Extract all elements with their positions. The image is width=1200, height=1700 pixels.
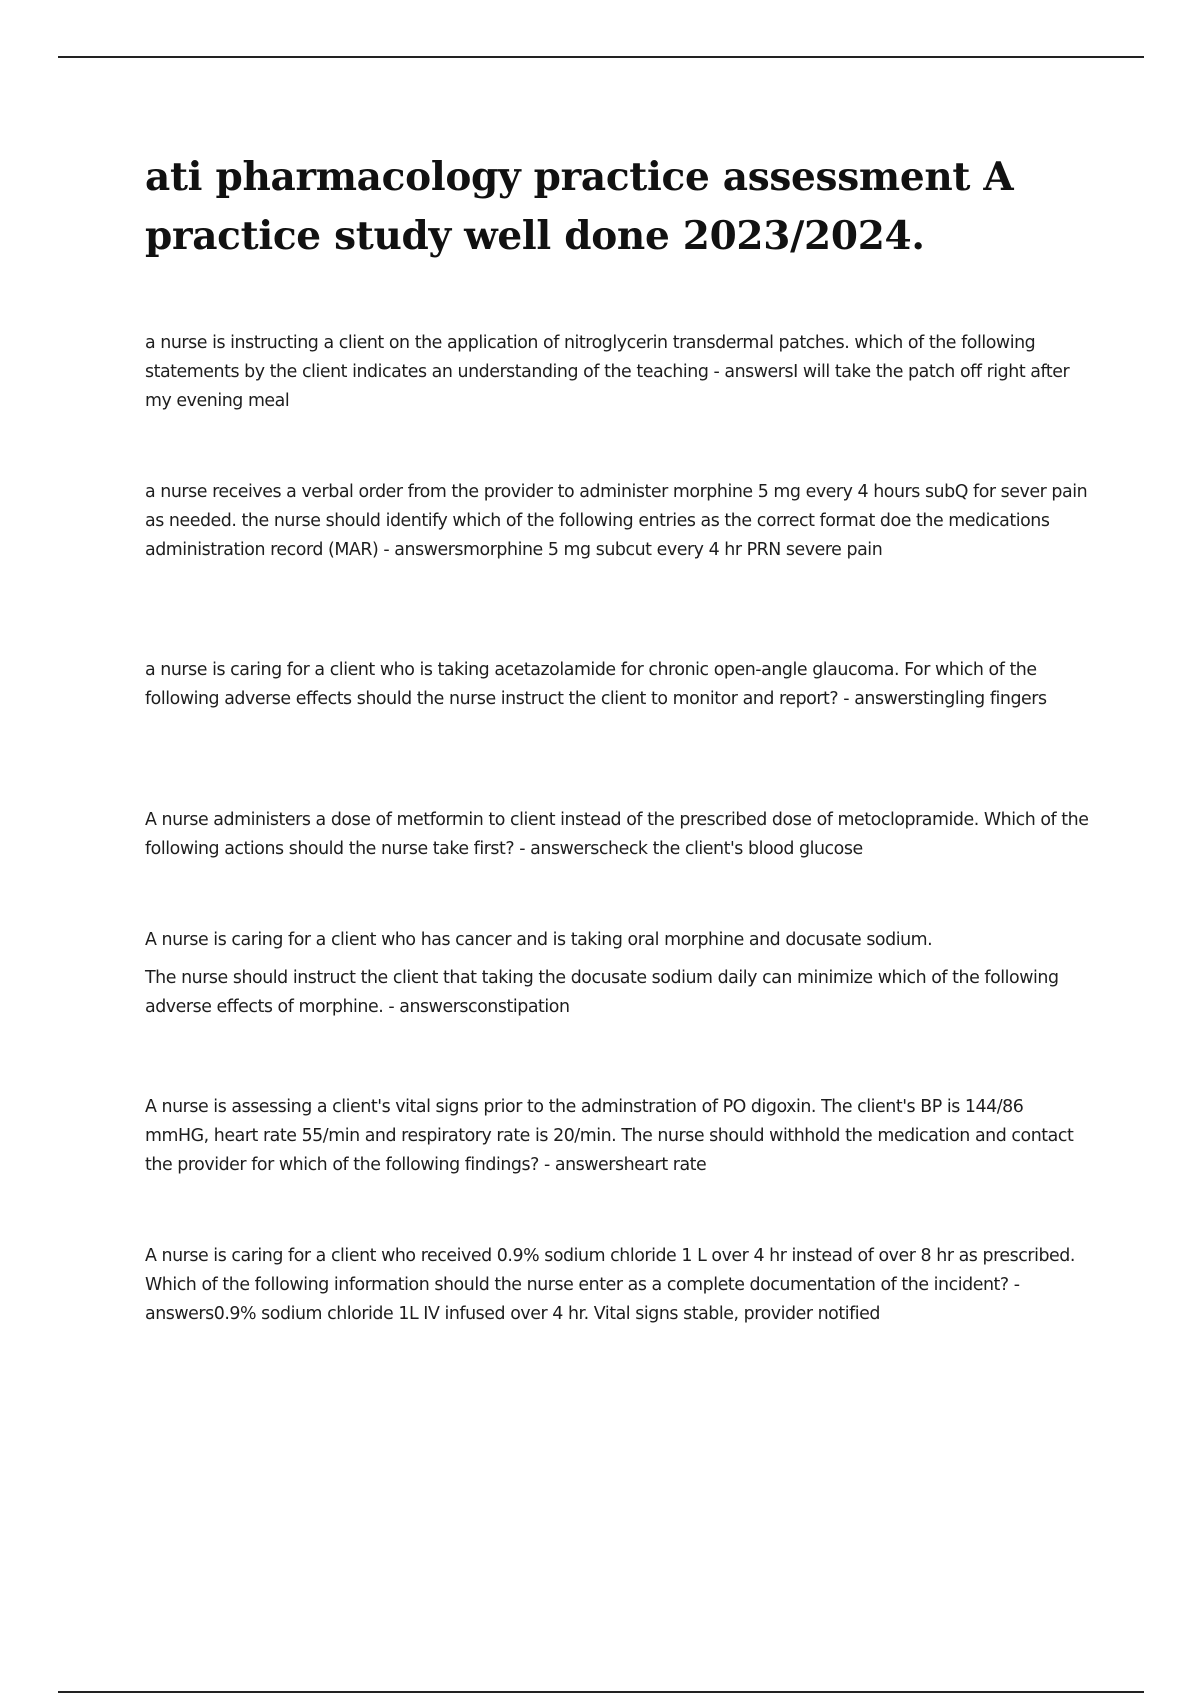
question-answer-item-4 <box>145 806 1090 864</box>
question-answer-item-7 <box>145 1242 1090 1329</box>
question-answer-item-5 <box>145 926 1090 1022</box>
question-answer-item-3 <box>145 656 1090 714</box>
question-answer-text: The nurse should instruct the client that taking the docusate sodium daily can minimize which of the following adverse effects of morphine. - answersconstipation <box>145 968 1059 1017</box>
question-answer-text: a nurse is caring for a client who is taking acetazolamide for chronic open-angle glaucoma. For which of the following adverse effects should the nurse instruct the client to monitor and report? - answerstingling fingers <box>145 660 1047 709</box>
bottom-horizontal-rule <box>58 1691 1144 1693</box>
question-answer-text: a nurse receives a verbal order from the provider to administer morphine 5 mg every 4 hours subQ for sever pain as needed. the nurse should identify which of the following entries as the correct format doe the medications administration record (MAR) - answersmorphine 5 mg subcut every 4 hr PRN severe pain <box>145 482 1088 560</box>
question-answer-text: A nurse administers a dose of metformin to client instead of the prescribed dose of metoclopramide. Which of the following actions should the nurse take first? - answerscheck the client's blood glucose <box>145 810 1089 859</box>
question-answer-item-6 <box>145 1093 1090 1180</box>
top-horizontal-rule <box>58 56 1144 58</box>
question-answer-text: A nurse is caring for a client who received 0.9% sodium chloride 1 L over 4 hr instead of over 8 hr as prescribed. Which of the following information should the nurse enter as a complete documentation of the incident? - answers0.9% sodium chloride 1L IV infused over 4 hr. Vital signs stable, provider notified <box>145 1246 1075 1324</box>
question-answer-text: A nurse is assessing a client's vital signs prior to the adminstration of PO digoxin. The client's BP is 144/86 mmHG, heart rate 55/min and respiratory rate is 20/min. The nurse should withhold the medication and contact the provider for which of the following findings? - answersheart rate <box>145 1097 1074 1175</box>
question-answer-item-2 <box>145 478 1090 565</box>
question-answer-text: a nurse is instructing a client on the application of nitroglycerin transdermal patches. which of the following statements by the client indicates an understanding of the teaching - answersI will take the patch off right after my evening meal <box>145 333 1070 411</box>
question-answer-text: A nurse is caring for a client who has cancer and is taking oral morphine and docusate sodium. <box>145 930 933 950</box>
document-title: ati pharmacology practice assessment A practice study well done 2023/2024. <box>145 154 1014 259</box>
question-answer-item-1 <box>145 329 1090 416</box>
